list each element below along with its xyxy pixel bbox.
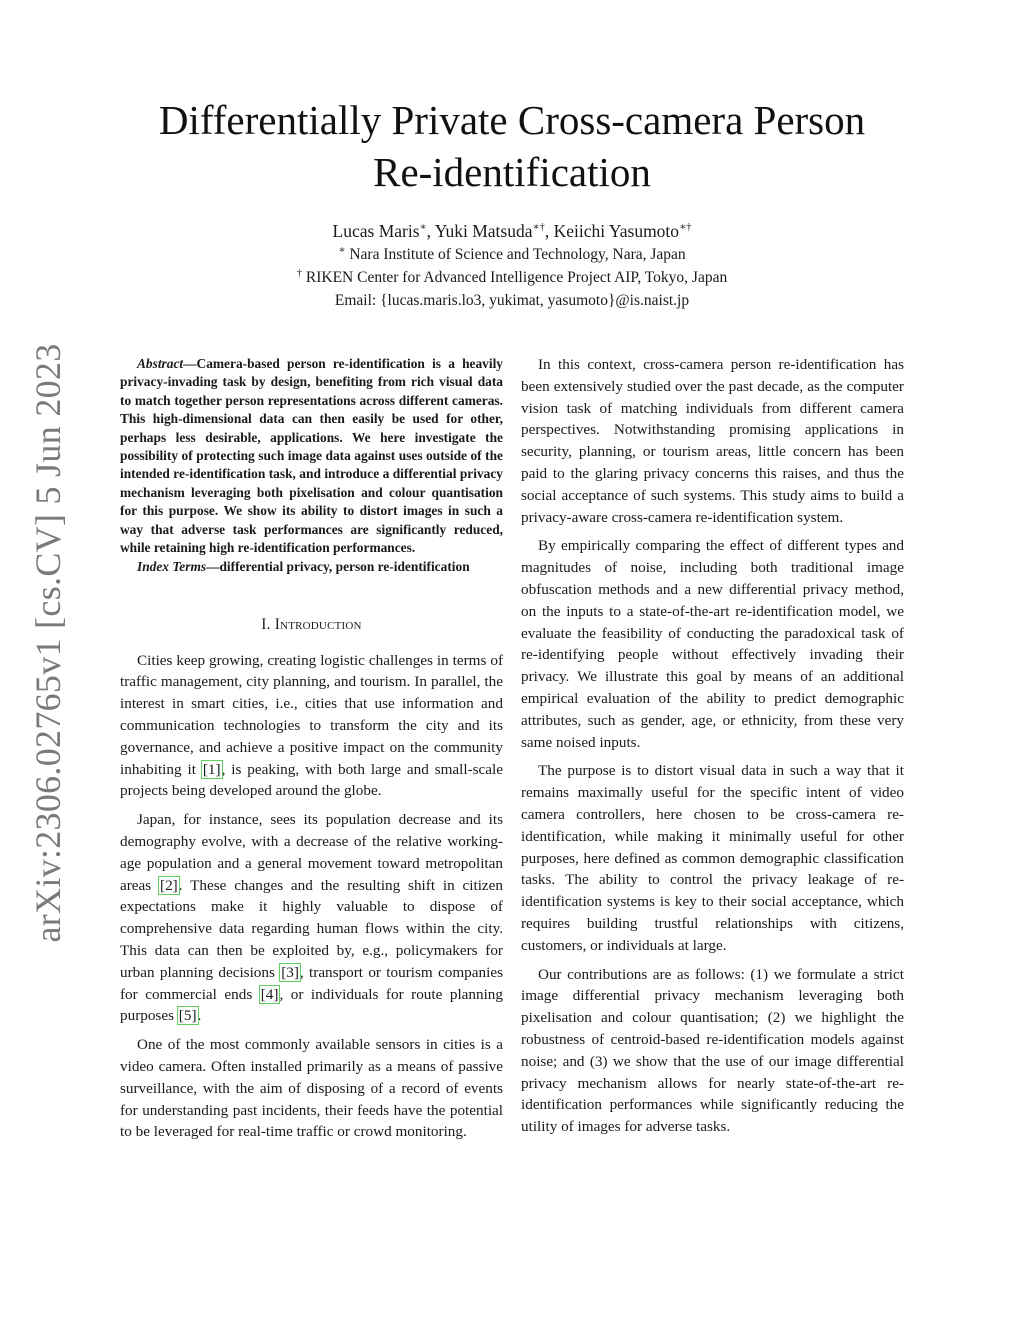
paper-title: Differentially Private Cross-camera Person Re-identification — [158, 97, 866, 195]
author-affiliation-mark: ∗† — [532, 222, 545, 234]
paragraph: Cities keep growing, creating logistic challenges in terms of traffic management, city planning, and tourism. In parallel, the interest in smart cities, i.e., cities that use information and communication technologies to transform the city and its governance, and achieve a positive impact on the community inhabiting it [1], is peaking, with both large and small-scale projects being developed around the globe. — [120, 651, 504, 800]
section-number: I. — [261, 615, 275, 633]
abstract-label: Abstract — [137, 356, 184, 371]
abstract: Abstract—Camera-based person re-identification is a heavily privacy-invading task by design, benefiting from rich visual data to match together person representations across different cameras. This high-dimensional data can then easily be used for other, perhaps less desirable, applications. We here investigate the possibility of protecting such image data against uses outside of the intended re-identification task, and introduce a differential privacy mechanism leveraging both pixelisation and colour quantisation for this purpose. We show its ability to distort images in such a way that adverse task performances are significantly reduced, while retaining high re-identification performances. Index Terms—differential privacy, person re-identification — [120, 355, 503, 577]
paragraph: Our contributions are as follows: (1) we formulate a strict image differential privacy mechanism leveraging both pixelisation and colour quantisation; (2) we highlight the robustness of centroid-based re-identification models against noise; and (3) we show that the use of our image differential privacy mechanism allows for nearly state-of-the-art re-identification performances while significantly reducing the utility of images for adverse tasks. — [521, 965, 904, 1136]
paragraph: In this context, cross-camera person re-identification has been extensively studied over the past decade, as the computer vision task of matching individuals from different camera perspectives. Notwithstanding promising applications in security, planning, or tourism areas, little concern has been paid to the glaring privacy concerns this raises, and thus the social acceptance of such systems. This study aims to build a privacy-aware cross-camera re-identification system. — [521, 356, 904, 526]
right-column — [521, 354, 904, 1138]
affiliation-text: Nara Institute of Science and Technology, Nara, Japan — [345, 246, 686, 263]
affiliation-mark: † — [296, 267, 303, 279]
author-affiliation-mark: ∗† — [679, 222, 692, 234]
arxiv-identifier-stamp — [26, 343, 70, 943]
author-name: Lucas Maris — [332, 221, 420, 241]
citation-link[interactable]: [1] — [202, 760, 221, 778]
affiliation-mark: ∗ — [338, 244, 346, 256]
author-name: Keiichi Yasumoto — [553, 221, 680, 241]
paragraph: By empirically comparing the effect of different types and magnitudes of noise, including both traditional image obfuscation methods and a new differential privacy method, on the inputs to a state-of-the-art re-identification model, we evaluate the feasibility of conducting the paradoxical task of re-identifying people without effectively invading their privacy. We illustrate this goal by means of an additional empirical evaluation of the ability to predict demographic attributes, such as gender, age, or ethnicity, from these very same noised inputs. — [521, 537, 904, 751]
affiliation-nara — [150, 245, 874, 265]
index-terms: Index Terms—differential privacy, person re-identification — [137, 559, 470, 575]
affiliation-riken — [150, 268, 874, 288]
section-title: Introduction — [274, 615, 362, 633]
citation-link[interactable]: [5] — [178, 1007, 197, 1025]
paragraph: One of the most commonly available sensors in cities is a video camera. Often installed primarily as a means of passive surveillance, with the aim of disposing of a record of events for understanding past incidents, their feeds have the potential to be leveraged for real-time traffic or crowd monitoring. — [120, 1036, 503, 1141]
citation-link[interactable]: [2] — [160, 876, 178, 894]
affiliation-text: RIKEN Center for Advanced Intelligence Project AIP, Tokyo, Japan — [302, 269, 728, 286]
section-heading-introduction — [120, 614, 503, 636]
abstract-text: Camera-based person re-identification is a heavily privacy-invading task by design, benefiting from rich visual data to match together person representations across different cameras. This high-dimensional data can then easily be used for other, perhaps less desirable, applications. We here investigate the possibility of protecting such image data against uses outside of the intended re-identification task, and introduce a differential privacy mechanism leveraging both pixelisation and colour quantisation for this purpose. We show its ability to distort images in such a way that adverse task performances are significantly reduced, while retaining high re-identification performances. — [120, 356, 503, 556]
arxiv-identifier-text: arXiv:2306.02765v1 [cs.CV] 5 Jun 2023 — [28, 343, 68, 943]
author-list: Lucas Maris∗, Yuki Matsuda∗†, Keiichi Yasumoto∗† — [332, 221, 692, 241]
author-affiliation-mark: ∗ — [419, 222, 427, 234]
citation-link[interactable]: [3] — [281, 963, 299, 981]
paragraph: The purpose is to distort visual data in such a way that it remains maximally useful for the specific intent of video camera controllers, here chosen to be cross-camera re-identification, while making it minimally useful for other purposes, here defined as common demographic classification tasks. The ability to control the privacy leakage of re-identification systems is key to their social acceptance, which requires building trustful relationships with citizens, customers, or individuals at large. — [521, 762, 904, 954]
author-name: Yuki Matsuda — [434, 221, 533, 241]
index-terms-label: Index Terms — [137, 559, 207, 575]
author-emails: Email: {lucas.maris.lo3, yukimat, yasumoto}@is.naist.jp — [334, 292, 690, 309]
left-column — [120, 355, 503, 1143]
index-terms-text: differential privacy, person re-identification — [219, 559, 470, 575]
citation-link[interactable]: [4] — [260, 985, 279, 1003]
paragraph: Japan, for instance, sees its population decrease and its demography evolve, with a decrease of the relative working-age population and a general movement toward metropolitan areas [2]. These changes and the resulting shift in citizen expectations make it highly valuable to dispose of comprehensive data regarding human flows within the city. This data can then be exploited by, e.g., policymakers for urban planning decisions [3], transport or tourism companies for commercial ends [4], or individuals for route planning purposes [5]. — [120, 811, 503, 1025]
